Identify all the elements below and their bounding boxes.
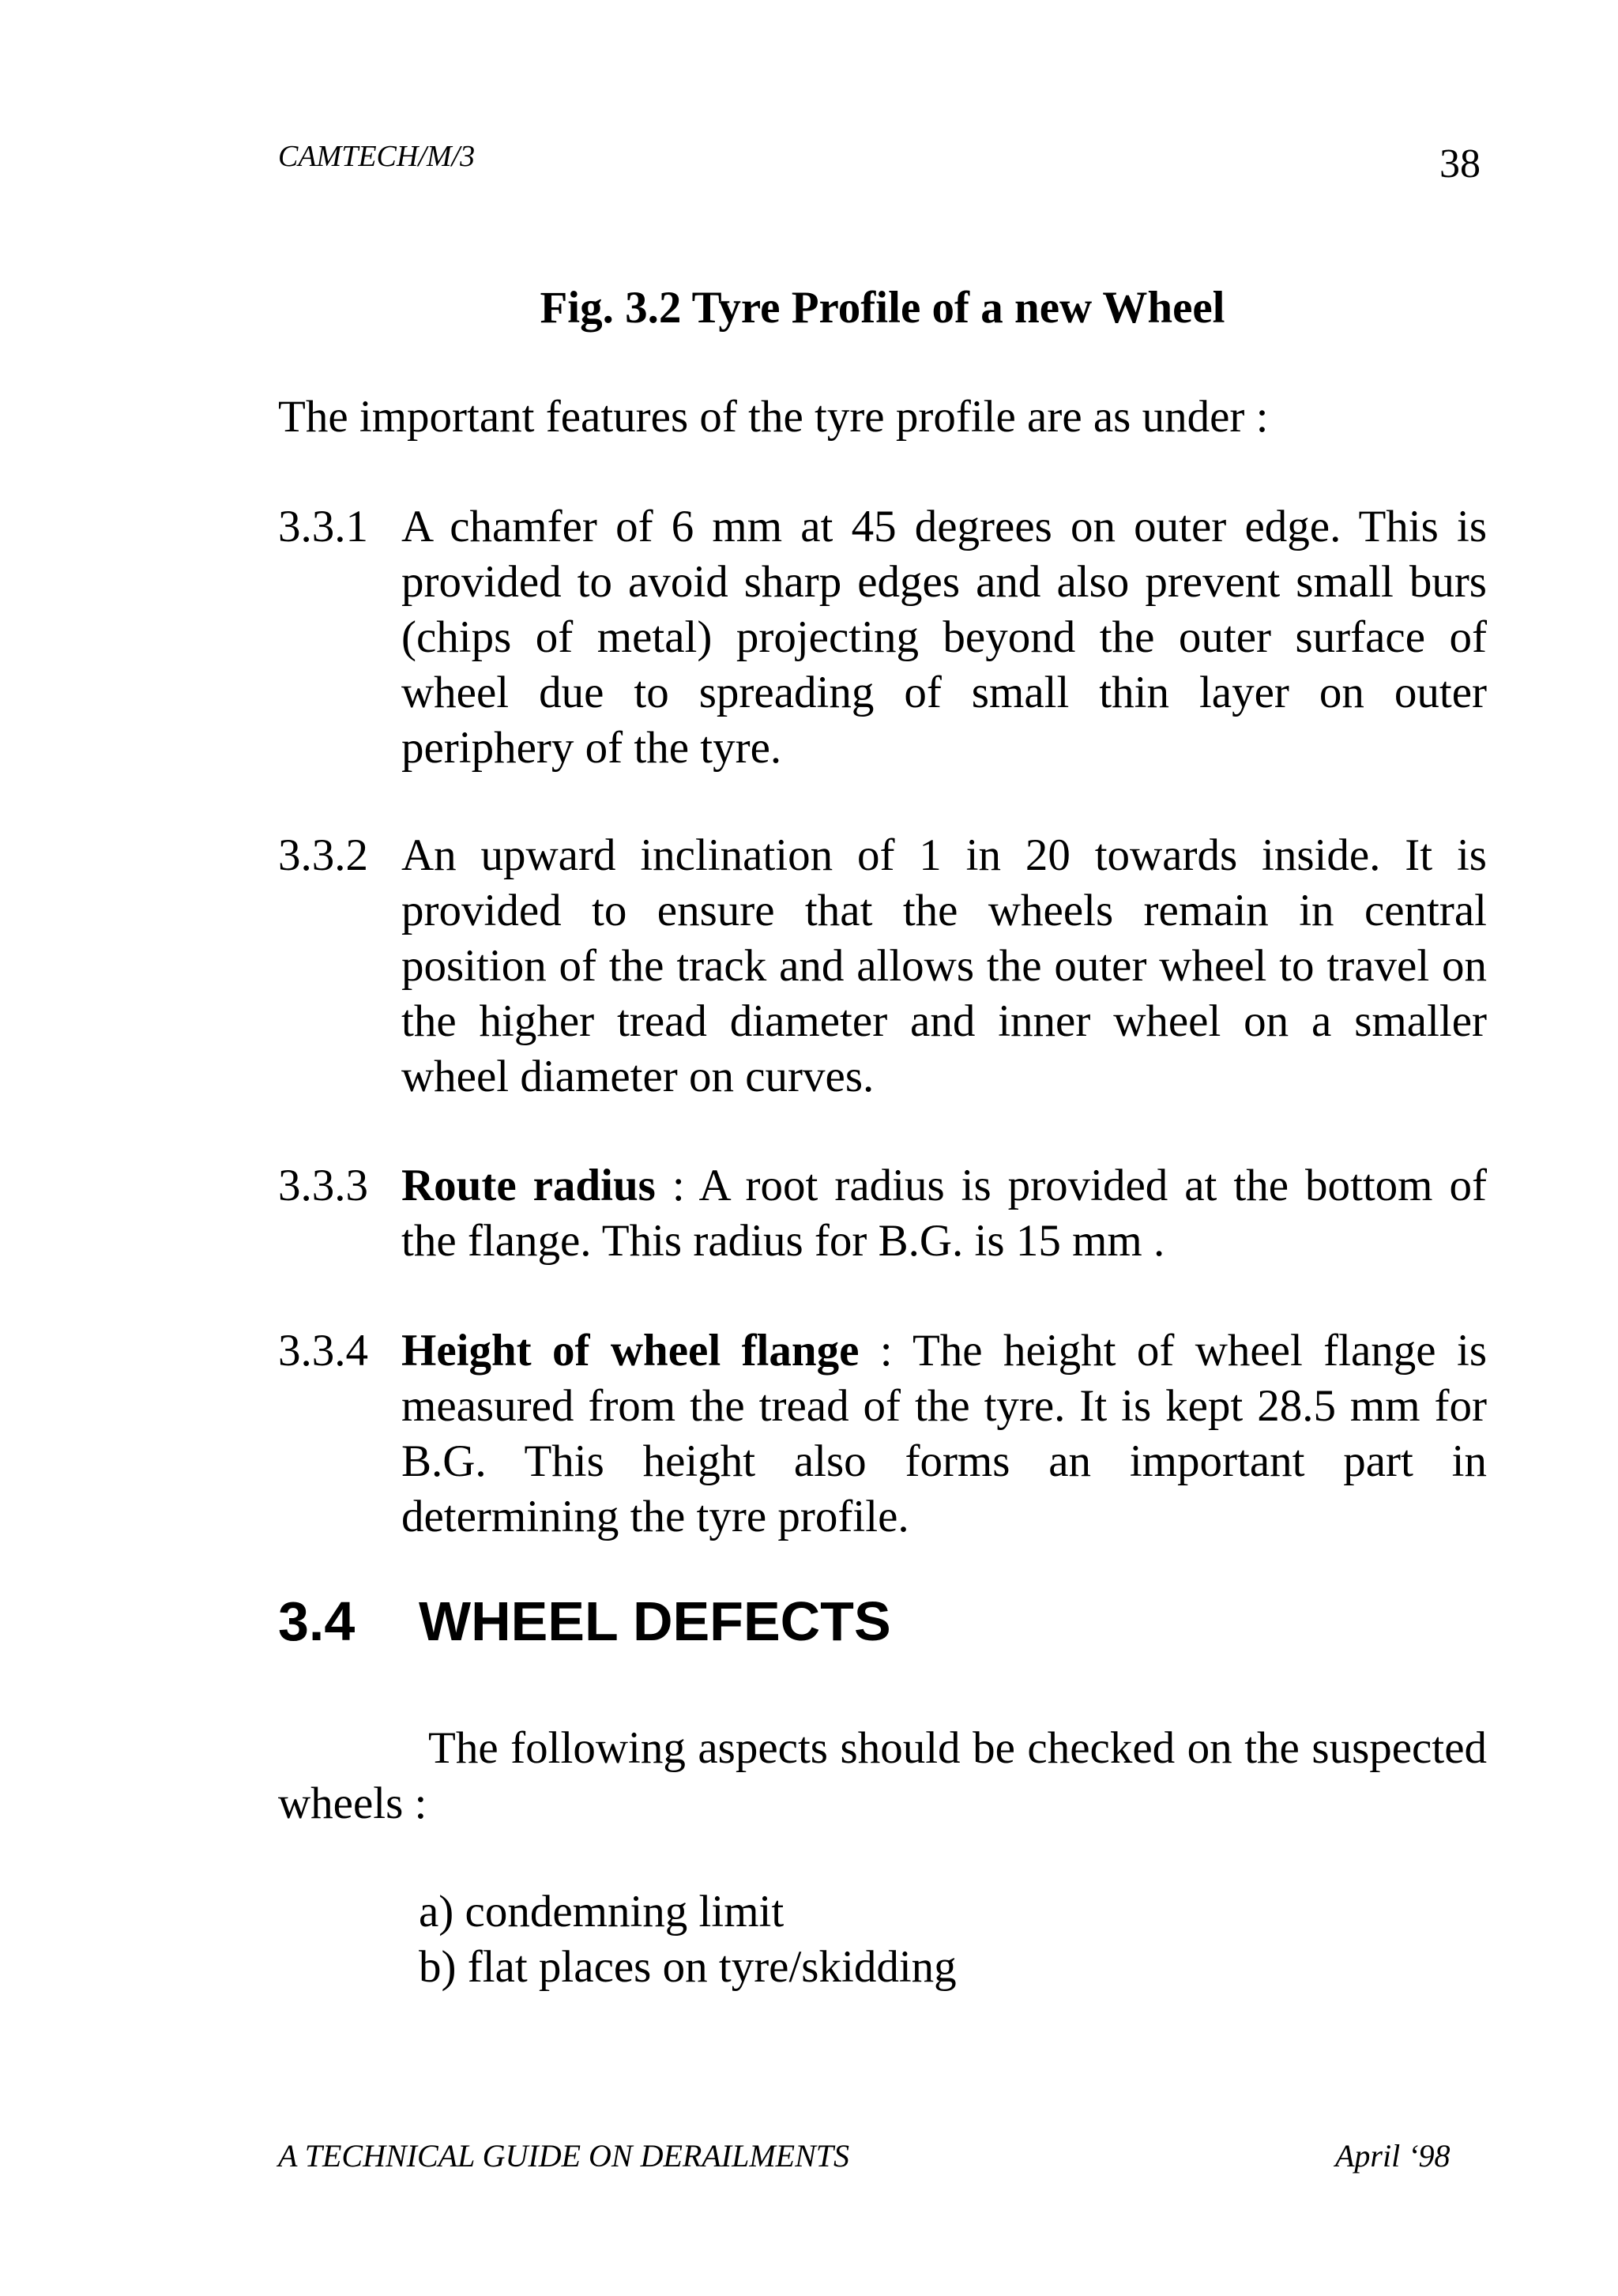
clause-term: Height of wheel flange: [401, 1326, 860, 1376]
section-paragraph-text: The following aspects should be checked on the suspected wheels :: [278, 1723, 1487, 1828]
clause-text: A chamfer of 6 mm at 45 degrees on outer edge. This is provided to avoid sharp edges and also prevent small burs (chips of metal) projecting beyond the outer surface of wheel due to spreading of small thin layer on outer periphery of the tyre.: [401, 502, 1487, 773]
clause-3-3-1: [278, 499, 1487, 776]
intro-text: The important features of the tyre profile are as under :: [278, 392, 1269, 442]
clause-body: [401, 1323, 1487, 1545]
clause-body: [401, 1158, 1487, 1269]
clause-text: A root radius is provided at the bottom of the flange. This radius for B.G. is 15 mm .: [401, 1161, 1487, 1266]
clause-body: [401, 828, 1487, 1105]
clause-term: Route radius: [401, 1161, 656, 1210]
list-item: a) condemning limit: [419, 1887, 785, 1937]
clause-body: [401, 499, 1487, 776]
clause-number: 3.3.3: [278, 1161, 368, 1210]
running-header-doc-code: CAMTECH/M/3: [278, 140, 476, 173]
clause-3-3-3: [278, 1158, 1487, 1269]
clause-number: 3.3.4: [278, 1326, 368, 1376]
clause-number: 3.3.1: [278, 502, 368, 551]
clause-text: The height of wheel flange is measured from the tread of the tyre. It is kept 28.5 mm for B.G. This height also forms an important part in determining the tyre profile.: [401, 1326, 1487, 1541]
defect-checklist: [419, 1884, 957, 1995]
list-item: b) flat places on tyre/skidding: [419, 1942, 957, 1992]
clause-3-3-2: [278, 828, 1487, 1105]
clause-number: 3.3.2: [278, 830, 368, 880]
section-title: WHEEL DEFECTS: [419, 1590, 891, 1652]
clause-separator: :: [859, 1326, 912, 1376]
clause-3-3-4: [278, 1323, 1487, 1545]
section-paragraph: [278, 1721, 1487, 1831]
section-number: 3.4: [278, 1590, 356, 1652]
clause-text: An upward inclination of 1 in 20 towards inside. It is provided to ensure that the wheels remain in central position of the track and allows the outer wheel to travel on the higher tread diameter and inner wheel on a smaller wheel diameter on curves.: [401, 830, 1487, 1101]
page-number: 38: [1439, 141, 1481, 186]
footer-date: April ‘98: [1335, 2138, 1451, 2174]
footer-title: A TECHNICAL GUIDE ON DERAILMENTS: [278, 2138, 850, 2174]
figure-caption: Fig. 3.2 Tyre Profile of a new Wheel: [540, 283, 1225, 333]
clause-separator: :: [655, 1161, 699, 1210]
section-heading: [278, 1588, 891, 1654]
